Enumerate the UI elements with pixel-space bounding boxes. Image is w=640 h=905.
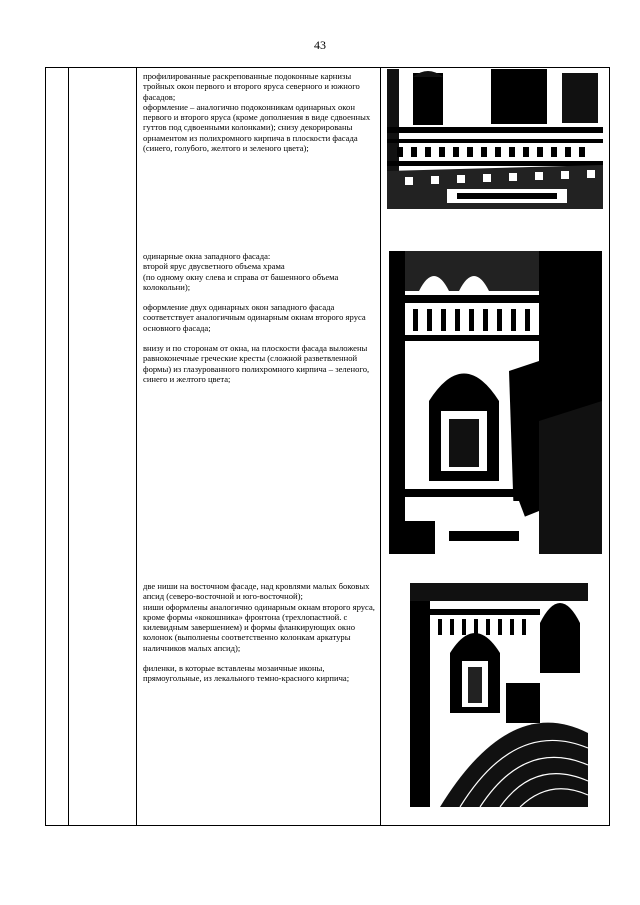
paragraph: второй ярус двусветного объема храма (143, 261, 285, 272)
paragraph: оформление двух одинарных окон западного фасада соответствует аналогичным одинарным окнам второго яруса основного фасада; (143, 302, 366, 333)
description-block-3 (143, 581, 376, 684)
section-column (69, 68, 137, 826)
paragraph: ниши оформлены аналогично одинарным окнам второго яруса, кроме формы «кокошника» фронтона (трехлопастной. с килевидным завершением) и формы фланкирующих окно колонок (выполнены соответственно колонкам аркатуры наличников малых апсид); (143, 601, 375, 653)
description-column (137, 68, 381, 826)
photo-column (381, 68, 610, 826)
paragraph: внизу и по сторонам от окна, на плоскости фасада выложены равноконечные греческие кресты (сложной разветвленной формы) из глазурованного полихромного кирпича – зеленого, синего и желтого цвета; (143, 343, 370, 384)
paragraph: (по одному окну слева и справа от башенного объема колокольни); (143, 271, 339, 292)
description-block-1 (143, 71, 376, 153)
index-column (46, 68, 69, 826)
document-table (45, 67, 610, 826)
architectural-photo-east-niche-apse-icon (410, 583, 588, 807)
paragraph: филенки, в которые вставлены мозаичные иконы, прямоугольные, из лекального темно-красного кирпича; (143, 663, 350, 684)
paragraph: две ниши на восточном фасаде, над кровлями малых боковых апсид (северо-восточной и юго-восточной); (143, 581, 370, 602)
paragraph: одинарные окна западного фасада: (143, 251, 271, 261)
architectural-photo-window-cornices-icon (387, 69, 603, 209)
page-number: 43 (314, 38, 326, 52)
architectural-photo-west-facade-window-icon (389, 251, 602, 554)
paragraph: профилированные раскрепованные подоконные карнизы тройных окон первого и второго яруса северного и южного фасадов; (143, 71, 360, 102)
description-block-2 (143, 251, 376, 384)
paragraph: оформление – аналогично подоконникам одинарных окон первого и второго яруса (кроме дополнения в виде сдвоенных гуттов под сдвоенными колонками); снизу декорированы орнаментом из полихромного кирпича в плоскости фасада (синего, голубого, желтого и зеленого цвета); (143, 101, 371, 154)
